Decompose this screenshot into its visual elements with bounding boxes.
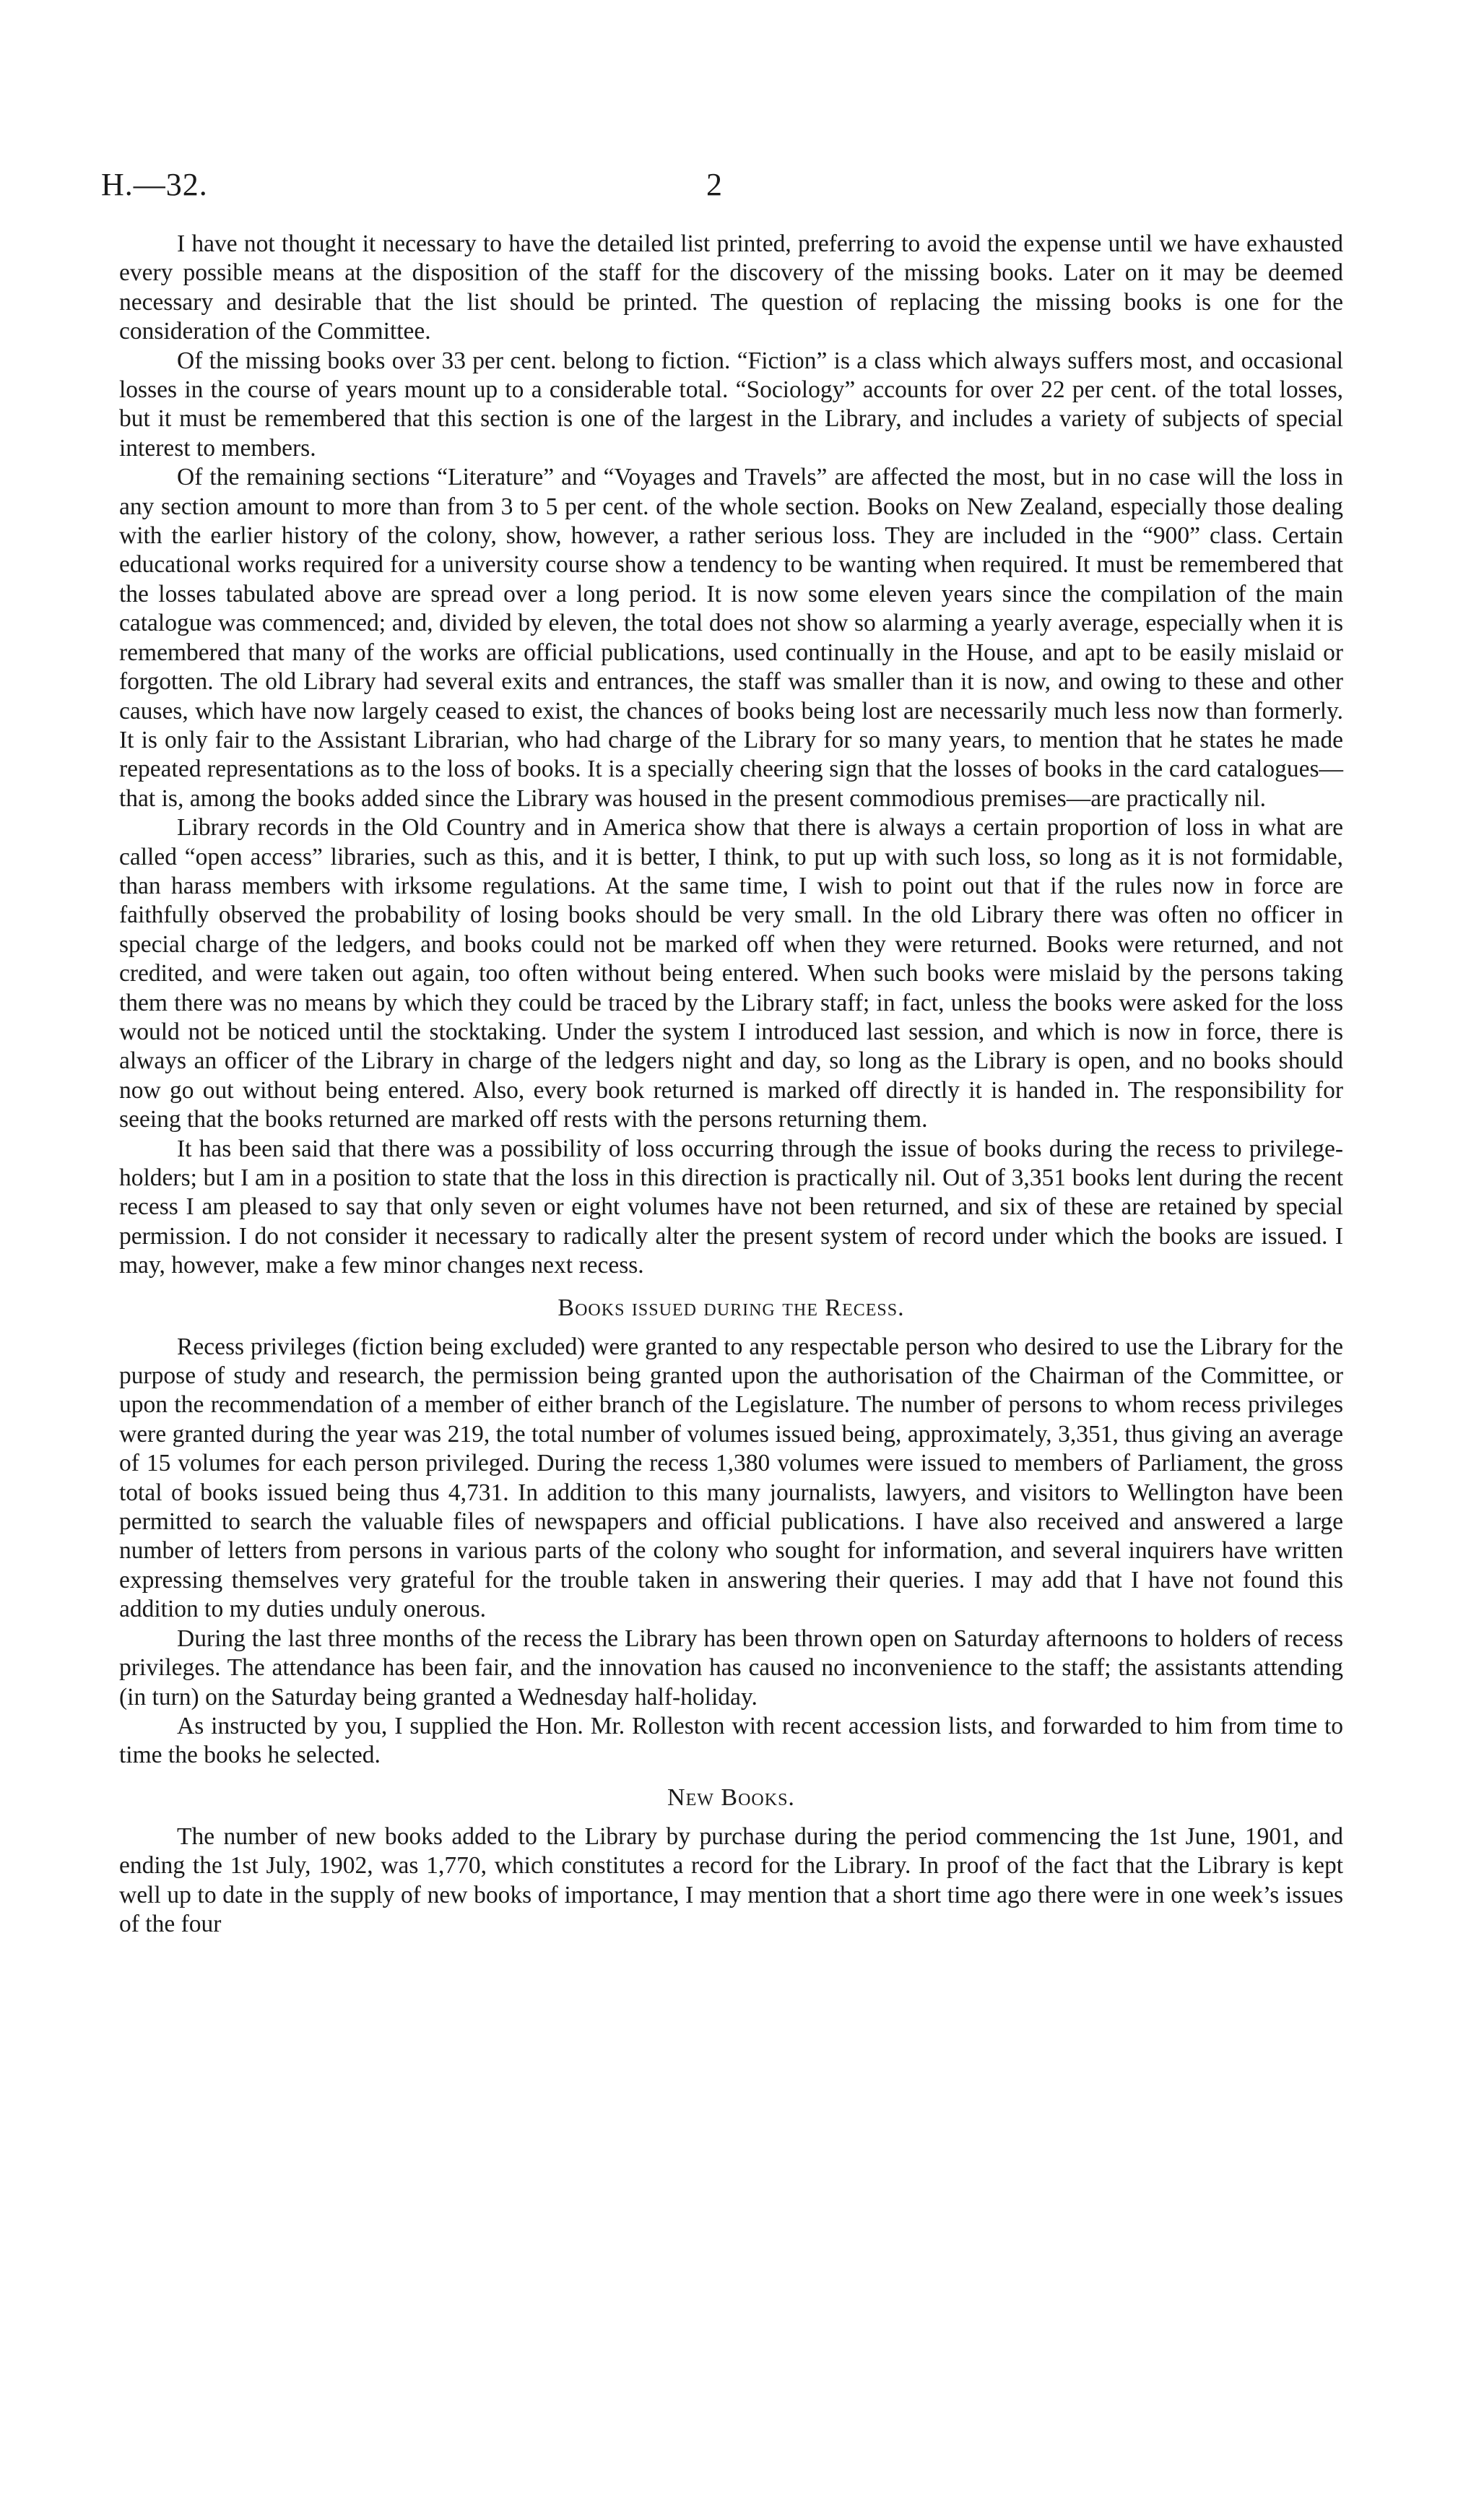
paragraph: Of the remaining sections “Literature” and “Voyages and Travels” are affected the most, but in no case will the loss in any section amount to more than from 3 to 5 per cent. of the whole section. Books on New Zealand, especially those dealing with the earlier history of the colony, show, however, a rather serious loss. They are included in the “900” class. Certain educational works required for a university course show a tendency to be wanting when required. It must be remembered that the losses tabulated above are spread over a long period. It is now some eleven years since the compilation of the main catalogue was commenced; and, divided by eleven, the total does not show so alarming a yearly average, especially when it is remembered that many of the works are official publications, used continually in the House, and apt to be easily mislaid or forgotten. The old Library had several exits and entrances, the staff was smaller than it is now, and owing to these and other causes, which have now largely ceased to exist, the chances of books being lost are necessarily much less now than formerly. It is only fair to the Assistant Librarian, who had charge of the Library for so many years, to mention that he states he made repeated representations as to the loss of books. It is a specially cheering sign that the losses of books in the card catalogues—that is, among the books added since the Library was housed in the present commodious premises—are practically nil. xyxy=(119,464,1343,812)
paragraph: During the last three months of the recess the Library has been thrown open on Saturday afternoons to holders of recess privileges. The attendance has been fair, and the innovation has caused no inconvenience to the staff; the assistants attending (in turn) on the Saturday being granted a Wednesday half-holiday. xyxy=(119,1625,1343,1711)
paragraph: As instructed by you, I supplied the Hon. Mr. Rolleston with recent accession lists, and forwarded to him from time to time the books he selected. xyxy=(119,1712,1343,1769)
page-header xyxy=(101,166,1394,209)
document-id: H.—32. xyxy=(101,167,208,202)
section-heading-new-books: New Books. xyxy=(667,1783,795,1811)
body-text xyxy=(119,230,1343,1939)
paragraph: The number of new books added to the Library by purchase during the period commencing the 1st June, 1901, and ending the 1st July, 1902, was 1,770, which constitutes a record for the Library. In proof of the fact that the Library is kept well up to date in the supply of new books of importance, I may mention that a short time ago there were in one week’s issues of the four xyxy=(119,1822,1343,1937)
paragraph: I have not thought it necessary to have the detailed list printed, preferring to avoid the expense until we have exhausted every possible means at the disposition of the staff for the discovery of the missing books. Later on it may be deemed necessary and desirable that the list should be printed. The question of replacing the missing books is one for the consideration of the Committee. xyxy=(119,230,1343,345)
page-number: 2 xyxy=(706,167,722,202)
paragraph: It has been said that there was a possibility of loss occurring through the issue of books during the recess to privilege-holders; but I am in a position to state that the loss in this direction is practically nil. Out of 3,351 books lent during the recent recess I am pleased to say that only seven or eight volumes have not been returned, and six of these are retained by special permission. I do not consider it necessary to radically alter the present system of record under which the books are issued. I may, however, make a few minor changes next recess. xyxy=(119,1135,1343,1279)
paragraph: Of the missing books over 33 per cent. belong to fiction. “Fiction” is a class which always suffers most, and occasional losses in the course of years mount up to a considerable total. “Sociology” accounts for over 22 per cent. of the total losses, but it must be remembered that this section is one of the largest in the Library, and includes a variety of subjects of special interest to members. xyxy=(119,347,1343,462)
section-heading-recess: Books issued during the Recess. xyxy=(557,1294,905,1321)
paragraph: Recess privileges (fiction being excluded) were granted to any respectable person who desired to use the Library for the purpose of study and research, the permission being granted upon the authorisation of the Chairman of the Committee, or upon the recommendation of a member of either branch of the Legislature. The number of persons to whom recess privileges were granted during the year was 219, the total number of volumes issued being, approximately, 3,351, thus giving an average of 15 volumes for each person privileged. During the recess 1,380 volumes were issued to members of Parliament, the gross total of books issued being thus 4,731. In addition to this many journalists, lawyers, and visitors to Wellington have been permitted to search the valuable files of newspapers and official publications. I have also received and answered a large number of letters from persons in various parts of the colony who sought for information, and several inquirers have written expressing themselves very grateful for the trouble taken in answering their queries. I may add that I have not found this addition to my duties unduly onerous. xyxy=(119,1333,1343,1623)
paragraph: Library records in the Old Country and in America show that there is always a certain proportion of loss in what are called “open access” libraries, such as this, and it is better, I think, to put up with such loss, so long as it is not formidable, than harass members with irksome regulations. At the same time, I wish to point out that if the rules now in force are faithfully observed the probability of losing books should be very small. In the old Library there was often no officer in special charge of the ledgers, and books could not be marked off when they were returned. Books were returned, and not credited, and were taken out again, too often without being entered. When such books were mislaid by the persons taking them there was no means by which they could be traced by the Library staff; in fact, unless the books were asked for the loss would not be noticed until the stocktaking. Under the system I introduced last session, and which is now in force, there is always an officer of the Library in charge of the ledgers night and day, so long as the Library is open, and no books should now go out without being entered. Also, every book returned is marked off directly it is handed in. The responsibility for seeing that the books returned are marked off rests with the persons returning them. xyxy=(119,814,1343,1133)
